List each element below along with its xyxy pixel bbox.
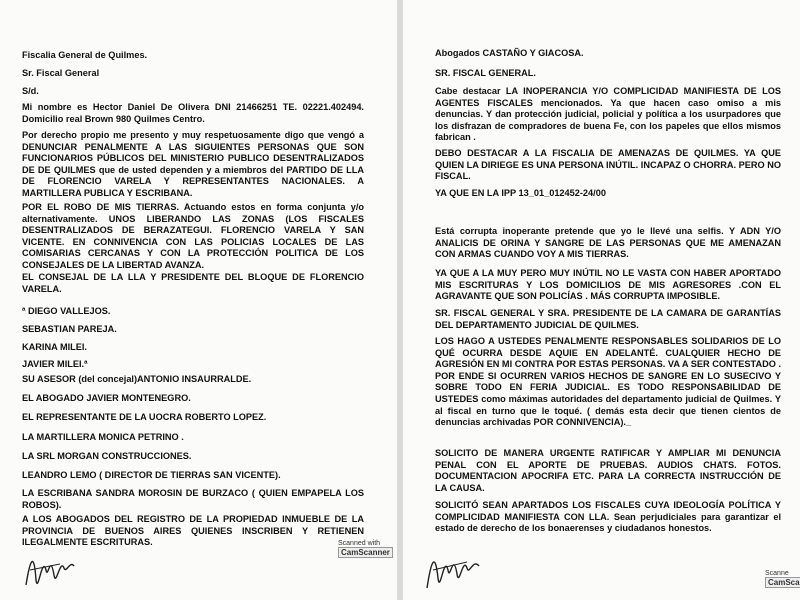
list-item: LEANDRO LEMO ( DIRECTOR DE TIERRAS SAN VICENTE). [22,470,281,480]
list-item: A LOS ABOGADOS DEL REGISTRO DE LA PROPIEDAD INMUEBLE DE LA PROVINCIA DE BUENOS AIRES QUIENES INSCRIBEN Y RETIENEN ILEGALMENTE ESCRITURAS. [22,514,364,548]
list-item: EL REPRESENTANTE DE LA UOCRA ROBERTO LOPEZ. [22,412,267,422]
list-item: LA ESCRIBANA SANDRA MOROSIN DE BURZACO ( QUIEN EMPAPELA LOS ROBOS). [22,488,364,510]
signature-left [20,540,80,595]
list-item: LA SRL MORGAN CONSTRUCCIONES. [22,451,192,461]
left-page [0,0,397,600]
list-item: LA MARTILLERA MONICA PETRINO . [22,432,184,442]
stamp-brand: CamScanner [338,547,393,558]
addressee-2: Sr. Fiscal General [22,68,100,78]
addressee-line: SR. FISCAL GENERAL. [435,68,536,78]
stamp-caption: Scanne [765,570,789,577]
intro-paragraph: Mi nombre es Hector Daniel De Olivera DNI 21466251 TE. 02221.402494. Domicilio real Brown 980 Quilmes Centro. [22,102,364,124]
lawyers-line: Abogados CASTAÑO Y GIACOSA. [435,48,584,58]
paragraph-3: EL CONSEJAL DE LA LLA Y PRESIDENTE DEL BLOQUE DE FLORENCIO VARELA. [22,272,364,294]
right-paragraph-5: YA QUE A LA MUY PERO MUY INÚTIL NO LE VASTA CON HABER APORTADO MIS ESCRITURAS Y LOS DOMICILIOS DE MIS AGRESORES .CON EL AGRAVANTE QUE SON POLICÍAS . MÁS CORRUPTA IMPOSIBLE. [435,268,781,302]
right-paragraph-3: YA QUE EN LA IPP 13_01_012452-24/00 [435,188,606,198]
sd-line: S/d. [22,86,39,96]
right-paragraph-4: Está corrupta inoperante pretende que yo le llevé una selfis. Y ADN Y/O ANALICIS DE ORINA Y SANGRE DE LAS PERSONAS QUE ME AMENAZAN CON ARMAS CUANDO VOY A MIS TIERRAS. [435,226,781,260]
paragraph-2: POR EL ROBO DE MIS TIERRAS. Actuando estos en forma conjunta y/o alternativamente. UNOS LIBERANDO LAS ZONAS (LOS FISCALES DESENTRALIZADOS DE BERAZATEGUI. FLORENCIO VARELA Y SAN VICENTE. EN CONNIVENCIA CON LAS POLICIAS LOCALES DE LAS COMISARIAS CERCANAS Y CON LA PROTECCIÓN POLITICA DE LOS CONSEJALES DE LA LIBERTAD AVANZA. [22,202,364,270]
paragraph-1: Por derecho propio me presento y muy respetuosamente digo que vengó a DENUNCIAR PENALMENTE A LAS SIGUIENTES PERSONAS QUE SON FUNCIONARIOS PÚBLICOS DEL MINISTERIO PUBLICO DESENTRALIZADOS DE DE QUILMES que de usted dependen y a miembros del PARTIDO DE LLA DE FLORENCIO VARELA Y REPRESENTANTES NACIONALES. A MARTILLERA PUBLICA Y ESCRIBANA. [22,130,364,198]
right-paragraph-9: SOLICITÓ SEAN APARTADOS LOS FISCALES CUYA IDEOLOGÍA POLÍTICA Y COMPLICIDAD MANIFIESTA CON LLA. Sean perjudiciales para garantizar el estado de derecho de los bonaerenses y ciudadanos honestos. [435,500,781,534]
addressee-1: Fiscalia General de Quilmes. [22,50,148,60]
list-item: SEBASTIAN PAREJA. [22,324,117,334]
right-page [403,0,800,600]
camscanner-stamp [765,570,800,588]
list-item: EL ABOGADO JAVIER MONTENEGRO. [22,393,191,403]
right-paragraph-1: Cabe destacar LA INOPERANCIA Y/O COMPLICIDAD MANIFIESTA DE LOS AGENTES FISCALES mencionados. Ya que hacen caso omiso a mis denuncias. Y dan protección judicial, policial y política a los usurpadores que los disfrazan de compradores de buena Fe, con los papeles que ellos mismos fabrican . [435,86,781,143]
signature-right [421,540,491,595]
camscanner-stamp [338,540,393,558]
stamp-caption: Scanned with [338,540,381,547]
right-paragraph-8: SOLICITO DE MANERA URGENTE RATIFICAR Y AMPLIAR MI DENUNCIA PENAL CON EL APORTE DE PRUEBAS. AUDIOS CHATS. FOTOS. DOCUMENTACION APOCRIFA ETC. PARA LA CORRECTA INSTRUCCIÓN DE LA CAUSA. [435,448,781,493]
right-paragraph-2: DEBO DESTACAR A LA FISCALIA DE AMENAZAS DE QUILMES. YA QUE QUIEN LA DIRIEGE ES UNA PERSONA INÚTIL. INCAPAZ O CHORRA. PERO NO FISCAL. [435,148,781,182]
right-paragraph-6: SR. FISCAL GENERAL Y SRA. PRESIDENTE DE LA CAMARA DE GARANTÍAS DEL DEPARTAMENTO JUDICIAL DE QUILMES. [435,308,781,330]
stamp-brand: CamSca [765,577,800,588]
right-paragraph-7: LOS HAGO A USTEDES PENALMENTE RESPONSABLES SOLIDARIOS DE LO QUÉ OCURRA DESDE AQUIE EN ADELANTÉ. CUALQUIER HECHO DE AGRESIÓN EN MI CONTRA POR ESTAS PERSONAS. VA A SER CONTESTADO . POR ENDE SI OCURREN VARIOS HECHOS DE SANGRE EN LO SUSECIVO Y SOBRE TODO EN FERIA JUDICIAL. ES TODO RESPONSABILIDAD DE USTEDES como máximas autoridades del departamento judicial de Quilmes. Y al fiscal en turno que le toqué. ( demás esta decir que tienen cientos de denuncias archivadas POR CONNIVENCIA)._ [435,336,781,428]
list-item: SU ASESOR (del concejal)ANTONIO INSAURRALDE. [22,374,252,384]
list-item: KARINA MILEI. [22,342,87,352]
list-item: ª DIEGO VALLEJOS. [22,306,111,316]
list-item: JAVIER MILEI.ª [22,359,88,369]
